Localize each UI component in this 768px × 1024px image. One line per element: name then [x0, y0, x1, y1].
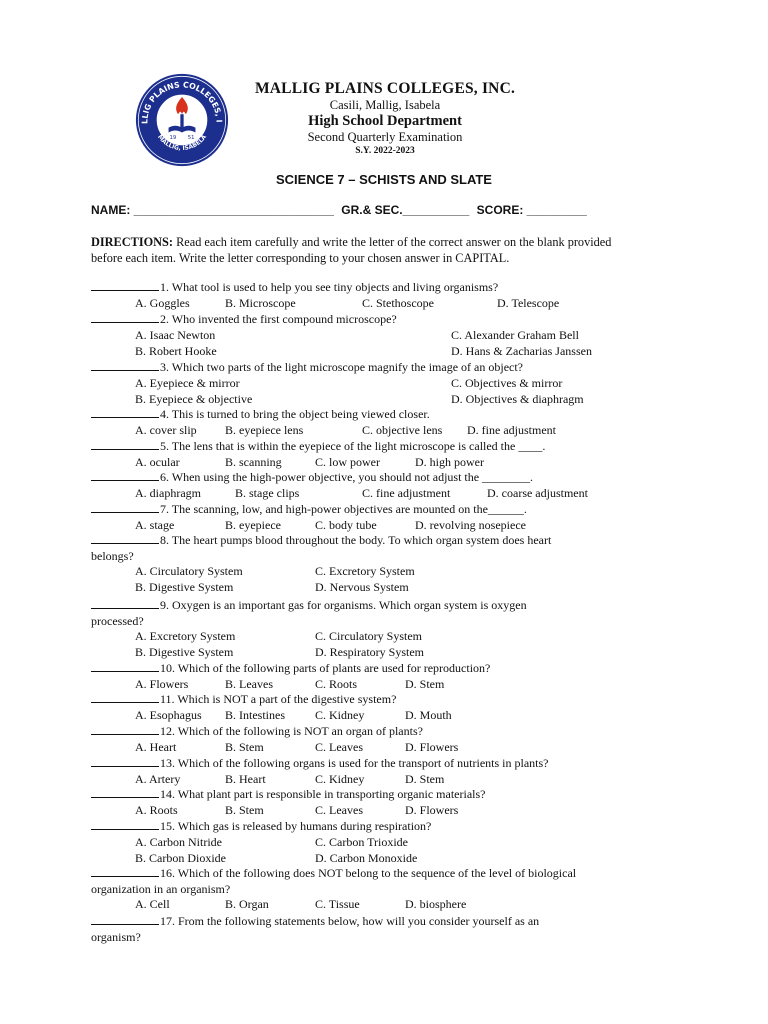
seal-bottom-text: MALLIG, ISABELA — [155, 133, 208, 152]
question-5 — [91, 439, 545, 453]
question-continuation: organization in an organism? — [91, 881, 231, 896]
exam-name: Second Quarterly Examination — [307, 130, 463, 144]
answer-blank[interactable] — [91, 312, 159, 323]
question-text: 13. Which of the following organs is used for the transport of nutrients in plants? — [160, 756, 549, 770]
option-d: D. Mouth — [405, 708, 452, 722]
answer-blank[interactable] — [91, 470, 159, 481]
torch-handle — [180, 114, 183, 127]
option-a: A. Heart — [135, 740, 177, 754]
answer-blank[interactable] — [91, 756, 159, 767]
option-a: A. Eyepiece & mirror — [135, 376, 240, 390]
option-b: B. Heart — [225, 772, 266, 786]
option-c: C. Roots — [315, 677, 358, 691]
option-c: C. Excretory System — [315, 564, 415, 578]
answer-blank[interactable] — [91, 914, 159, 925]
option-a: A. Cell — [135, 897, 170, 911]
question-text: 3. Which two parts of the light microscope magnify the image of an object? — [160, 360, 524, 374]
answer-blank[interactable] — [91, 724, 159, 735]
option-b: B. Stem — [225, 803, 264, 817]
option-d: D. Nervous System — [315, 580, 409, 594]
question-text: 7. The scanning, low, and high-power objectives are mounted on the______. — [160, 502, 527, 516]
question-text: 15. Which gas is released by humans during respiration? — [160, 819, 432, 833]
score-field[interactable]: SCORE: _________ — [476, 203, 587, 217]
option-d: D. Flowers — [405, 740, 459, 754]
option-b: B. eyepiece lens — [225, 423, 304, 437]
question-7 — [91, 502, 527, 516]
question-text: 10. Which of the following parts of plants are used for reproduction? — [160, 661, 491, 675]
question-4 — [91, 407, 430, 421]
option-b: B. Digestive System — [135, 645, 234, 659]
option-b: B. stage clips — [235, 486, 300, 500]
question-text: 4. This is turned to bring the object being viewed closer. — [160, 407, 430, 421]
option-d: D. coarse adjustment — [487, 486, 588, 500]
option-d: D. Carbon Monoxide — [315, 851, 418, 865]
option-b: B. scanning — [225, 455, 282, 469]
option-a: A. stage — [135, 518, 175, 532]
question-text: 9. Oxygen is an important gas for organisms. Which organ system is oxygen — [160, 598, 527, 612]
answer-blank[interactable] — [91, 280, 159, 291]
answer-blank[interactable] — [91, 866, 159, 877]
question-continuation: processed? — [91, 613, 144, 628]
option-d: D. Stem — [405, 772, 445, 786]
school-year: S.Y. 2022-2023 — [355, 146, 415, 156]
option-d: D. high power — [415, 455, 484, 469]
seal-year-right: 51 — [187, 135, 195, 142]
option-d: D. revolving nosepiece — [415, 518, 526, 532]
question-11 — [91, 692, 396, 706]
option-d: D. Hans & Zacharias Janssen — [451, 344, 592, 358]
question-text: 17. From the following statements below, how will you consider yourself as an — [160, 914, 540, 928]
option-c: C. Stethoscope — [362, 296, 434, 310]
option-b: B. Eyepiece & objective — [135, 392, 253, 406]
answer-blank[interactable] — [91, 502, 159, 513]
question-3 — [91, 360, 523, 374]
option-c: C. Kidney — [315, 772, 365, 786]
directions-text: Read each item carefully and write the letter of the correct answer on the blank provided before each item. Write the letter corresponding to your chosen answer in CAPITAL. — [91, 235, 612, 265]
option-c: C. Tissue — [315, 897, 360, 911]
question-13 — [91, 756, 549, 770]
question-2 — [91, 312, 397, 326]
option-b: B. Leaves — [225, 677, 273, 691]
option-b: B. Stem — [225, 740, 264, 754]
grade-section-field[interactable]: GR.& SEC.__________ — [341, 203, 470, 217]
option-a: A. Artery — [135, 772, 181, 786]
question-text: 16. Which of the following does NOT belong to the sequence of the level of biological — [160, 866, 577, 880]
option-b: B. Organ — [225, 897, 269, 911]
seal-year-left: 19 — [169, 135, 177, 142]
answer-blank[interactable] — [91, 819, 159, 830]
question-text: 8. The heart pumps blood throughout the body. To which organ system does heart — [160, 533, 552, 547]
option-c: C. low power — [315, 455, 380, 469]
option-d: D. Objectives & diaphragm — [451, 392, 584, 406]
option-b: B. Intestines — [225, 708, 285, 722]
school-address: Casili, Mallig, Isabela — [329, 98, 441, 112]
option-a: A. Isaac Newton — [135, 328, 216, 342]
option-d: D. fine adjustment — [467, 423, 556, 437]
option-a: A. Carbon Nitride — [135, 835, 222, 849]
question-17 — [91, 914, 539, 928]
option-c: C. Alexander Graham Bell — [451, 328, 579, 342]
question-15 — [91, 819, 431, 833]
question-6 — [91, 470, 533, 484]
option-c: C. Circulatory System — [315, 629, 422, 643]
name-field[interactable]: NAME: ______________________________ — [91, 203, 334, 217]
question-10 — [91, 661, 490, 675]
answer-blank[interactable] — [91, 692, 159, 703]
option-b: B. Microscope — [225, 296, 296, 310]
question-9 — [91, 598, 527, 612]
question-1 — [91, 280, 498, 294]
answer-blank[interactable] — [91, 439, 159, 450]
school-seal-logo — [134, 72, 230, 168]
option-d: D. biosphere — [405, 897, 467, 911]
option-c: C. Leaves — [315, 740, 363, 754]
school-name: MALLIG PLAINS COLLEGES, INC. — [254, 80, 516, 97]
option-c: C. fine adjustment — [362, 486, 451, 500]
question-12 — [91, 724, 423, 738]
option-a: A. diaphragm — [135, 486, 201, 500]
option-a: A. Roots — [135, 803, 178, 817]
question-text: 12. Which of the following is NOT an organ of plants? — [160, 724, 423, 738]
directions-label: DIRECTIONS: — [91, 235, 173, 249]
exam-title: SCIENCE 7 – SCHISTS AND SLATE — [276, 172, 492, 187]
answer-blank[interactable] — [91, 661, 159, 672]
answer-blank[interactable] — [91, 787, 159, 798]
question-text: 11. Which is NOT a part of the digestive system? — [160, 692, 397, 706]
option-d: D. Respiratory System — [315, 645, 424, 659]
question-16 — [91, 866, 576, 880]
department-name: High School Department — [308, 113, 462, 129]
question-continuation: belongs? — [91, 548, 134, 563]
option-d: D. Flowers — [405, 803, 459, 817]
option-a: A. Flowers — [135, 677, 189, 691]
option-a: A. Circulatory System — [135, 564, 243, 578]
option-c: C. Leaves — [315, 803, 363, 817]
option-d: D. Stem — [405, 677, 445, 691]
option-a: A. Goggles — [135, 296, 190, 310]
question-text: 14. What plant part is responsible in transporting organic materials? — [160, 787, 486, 801]
option-a: A. Excretory System — [135, 629, 236, 643]
answer-blank[interactable] — [91, 533, 159, 544]
question-text: 6. When using the high-power objective, you should not adjust the ________. — [160, 470, 534, 484]
option-c: C. Objectives & mirror — [451, 376, 563, 390]
option-b: B. Digestive System — [135, 580, 234, 594]
question-text: 1. What tool is used to help you see tiny objects and living organisms? — [160, 280, 499, 294]
option-d: D. Telescope — [497, 296, 560, 310]
answer-blank[interactable] — [91, 360, 159, 371]
question-text: 2. Who invented the first compound microscope? — [160, 312, 397, 326]
option-c: C. objective lens — [362, 423, 443, 437]
student-info-line — [91, 203, 591, 217]
option-b: B. Robert Hooke — [135, 344, 217, 358]
seal-ring-text: LLIG PLAINS COLLEGES, I — [140, 80, 224, 125]
option-a: A. cover slip — [135, 423, 197, 437]
question-14 — [91, 787, 485, 801]
option-c: C. body tube — [315, 518, 377, 532]
option-a: A. ocular — [135, 455, 180, 469]
option-b: B. eyepiece — [225, 518, 281, 532]
option-c: C. Kidney — [315, 708, 365, 722]
question-text: 5. The lens that is within the eyepiece of the light microscope is called the ____. — [160, 439, 546, 453]
option-c: C. Carbon Trioxide — [315, 835, 409, 849]
seal-svg — [134, 72, 230, 168]
answer-blank[interactable] — [91, 598, 159, 609]
directions — [91, 235, 631, 266]
question-8 — [91, 533, 551, 547]
option-a: A. Esophagus — [135, 708, 202, 722]
option-b: B. Carbon Dioxide — [135, 851, 226, 865]
question-continuation: organism? — [91, 929, 141, 944]
answer-blank[interactable] — [91, 407, 159, 418]
